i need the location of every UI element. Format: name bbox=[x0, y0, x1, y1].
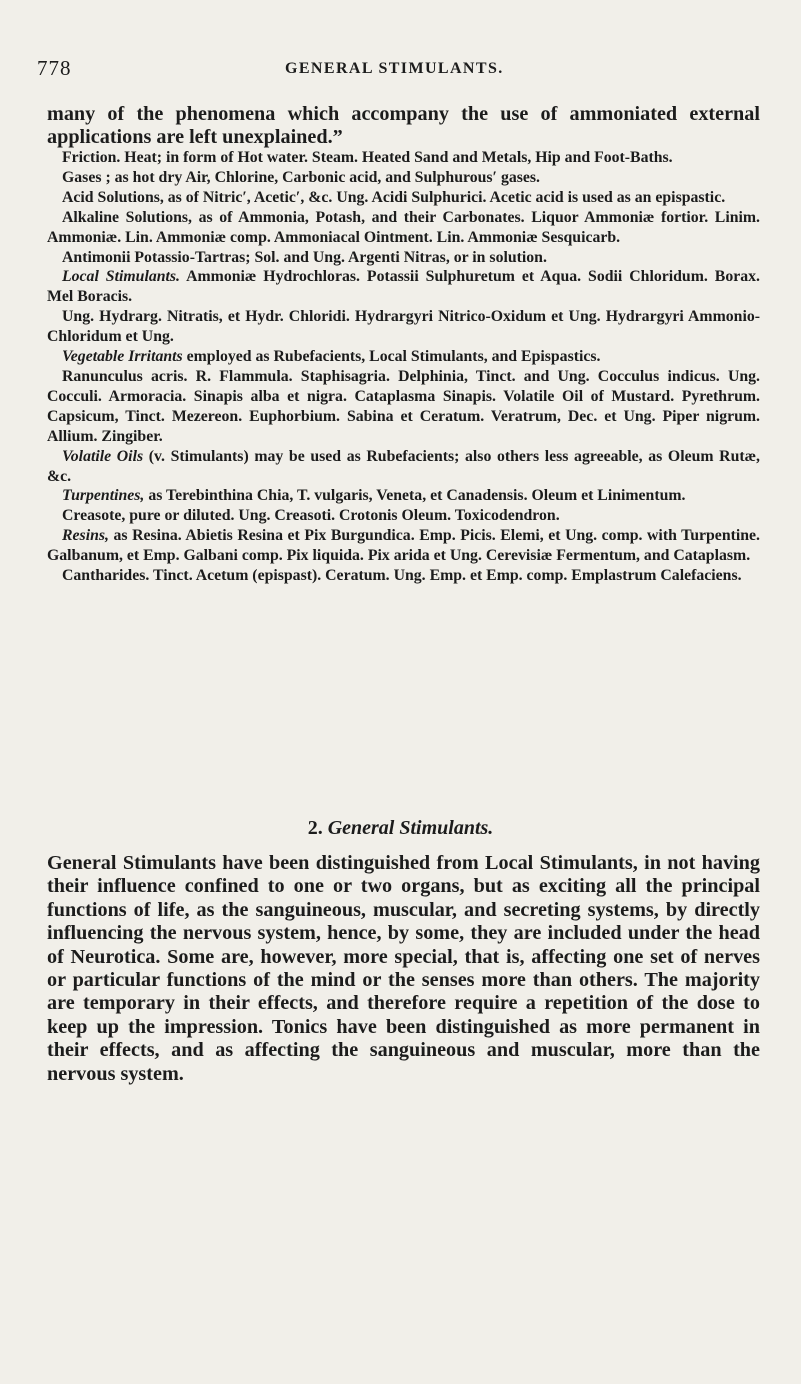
list-item-text: Alkaline Solutions, as of Ammonia, Potash, and their Carbonates. Liquor Ammoniæ fortior. Linim. Ammoniæ. Lin. Ammoniæ comp. Ammoniacal Ointment. Lin. Ammoniæ Sesquicarb. bbox=[47, 208, 760, 246]
list-item bbox=[47, 486, 760, 506]
list-item bbox=[47, 168, 760, 188]
list-item bbox=[47, 506, 760, 526]
list-item bbox=[47, 447, 760, 487]
list-item-text: Cantharides. Tinct. Acetum (epispast). Ceratum. Ung. Emp. et Emp. comp. Emplastrum Calefaciens. bbox=[62, 567, 742, 585]
list-item-text: Acid Solutions, as of Nitric′, Acetic′, &c. Ung. Acidi Sulphurici. Acetic acid is used as an epispastic. bbox=[62, 188, 726, 206]
list-item-text: employed as Rubefacients, Local Stimulants, and Epispastics. bbox=[182, 348, 601, 366]
list-item-text: Ammoniæ Hydrochloras. Potassii Sulphuretum et Aqua. Sodii Chloridum. Borax. Mel Boracis. bbox=[47, 268, 760, 306]
list-item-text: (v. Stimulants) may be used as Rubefacients; also others less agreeable, as Oleum Rutæ, &c. bbox=[47, 447, 760, 485]
list-item bbox=[47, 208, 760, 248]
list-item bbox=[47, 526, 760, 566]
section-title: General Stimulants. bbox=[327, 817, 494, 839]
list-item-text: Gases ; as hot dry Air, Chlorine, Carbonic acid, and Sulphurous′ gases. bbox=[62, 168, 541, 186]
intro-paragraph: many of the phenomena which accompany the use of ammoniated external applications are left unexplained.” bbox=[47, 103, 760, 149]
list-item bbox=[47, 307, 760, 347]
list-item-text: Ranunculus acris. R. Flammula. Staphisagria. Delphinia, Tinct. and Ung. Cocculus indicus. Ung. Cocculi. Armoracia. Sinapis alba et nigra. Cataplasma Sinapis. Volatile Oil of Mustard. Pyrethrum. Capsicum, Tinct. Mezereon. Euphorbium. Sabina et Ceratum. Veratrum, Dec. et Ung. Piper nigrum. Allium. Zingiber. bbox=[47, 367, 760, 445]
section-number: 2. bbox=[307, 817, 323, 839]
list-item-text: Friction. Heat; in form of Hot water. Steam. Heated Sand and Metals, Hip and Foot-Baths. bbox=[62, 149, 673, 166]
list-item-text: Antimonii Potassio-Tartras; Sol. and Ung. Argenti Nitras, or in solution. bbox=[62, 248, 547, 266]
section-heading bbox=[0, 817, 801, 840]
list-item-text: as Resina. Abietis Resina et Pix Burgundica. Emp. Picis. Elemi, et Ung. comp. with Turpentine. Galbanum, et Emp. Galbani comp. Pix liquida. Pix arida et Ung. Cerevisiæ Fermentum, and Cataplasm. bbox=[47, 527, 760, 565]
local-stimulants-list bbox=[47, 148, 760, 586]
list-item bbox=[47, 248, 760, 268]
list-item-lead: Volatile Oils bbox=[62, 447, 144, 465]
list-item bbox=[47, 566, 760, 586]
list-item-text: Ung. Hydrarg. Nitratis, et Hydr. Chloridi. Hydrargyri Nitrico-Oxidum et Ung. Hydrargyri Ammonio-Chloridum et Ung. bbox=[47, 308, 760, 346]
running-head: GENERAL STIMULANTS. bbox=[285, 60, 504, 77]
list-item-lead: Turpentines, bbox=[62, 487, 145, 505]
page-number: 778 bbox=[37, 56, 72, 80]
list-item bbox=[47, 148, 760, 168]
list-item bbox=[47, 367, 760, 447]
list-item-lead: Vegetable Irritants bbox=[62, 348, 183, 366]
list-item bbox=[47, 267, 760, 307]
list-item-text: as Terebinthina Chia, T. vulgaris, Veneta, et Canadensis. Oleum et Linimentum. bbox=[144, 487, 686, 505]
intro-paragraph-block bbox=[47, 103, 760, 150]
list-item bbox=[47, 347, 760, 367]
list-item-lead: Local Stimulants. bbox=[62, 268, 181, 286]
list-item-lead: Resins, bbox=[62, 527, 109, 545]
general-stimulants-paragraph-block bbox=[47, 852, 760, 1086]
list-item-text: Creasote, pure or diluted. Ung. Creasoti. Crotonis Oleum. Toxicodendron. bbox=[62, 507, 560, 525]
list-item bbox=[47, 188, 760, 208]
body-paragraph: General Stimulants have been distinguished from Local Stimulants, in not having their influence confined to one or two organs, but as exciting all the principal functions of life, as the sanguineous, muscular, and secreting systems, by directly influencing the nervous system, hence, by some, they are included under the head of Neurotica. Some are, however, more special, that is, affecting one set of nerves or particular functions of the mind or the senses more than others. The majority are temporary in their effects, and therefore require a repetition of the dose to keep up the impression. Tonics have been distinguished as more permanent in their effects, and as affecting the sanguineous and muscular, more than the nervous system. bbox=[47, 852, 760, 1085]
